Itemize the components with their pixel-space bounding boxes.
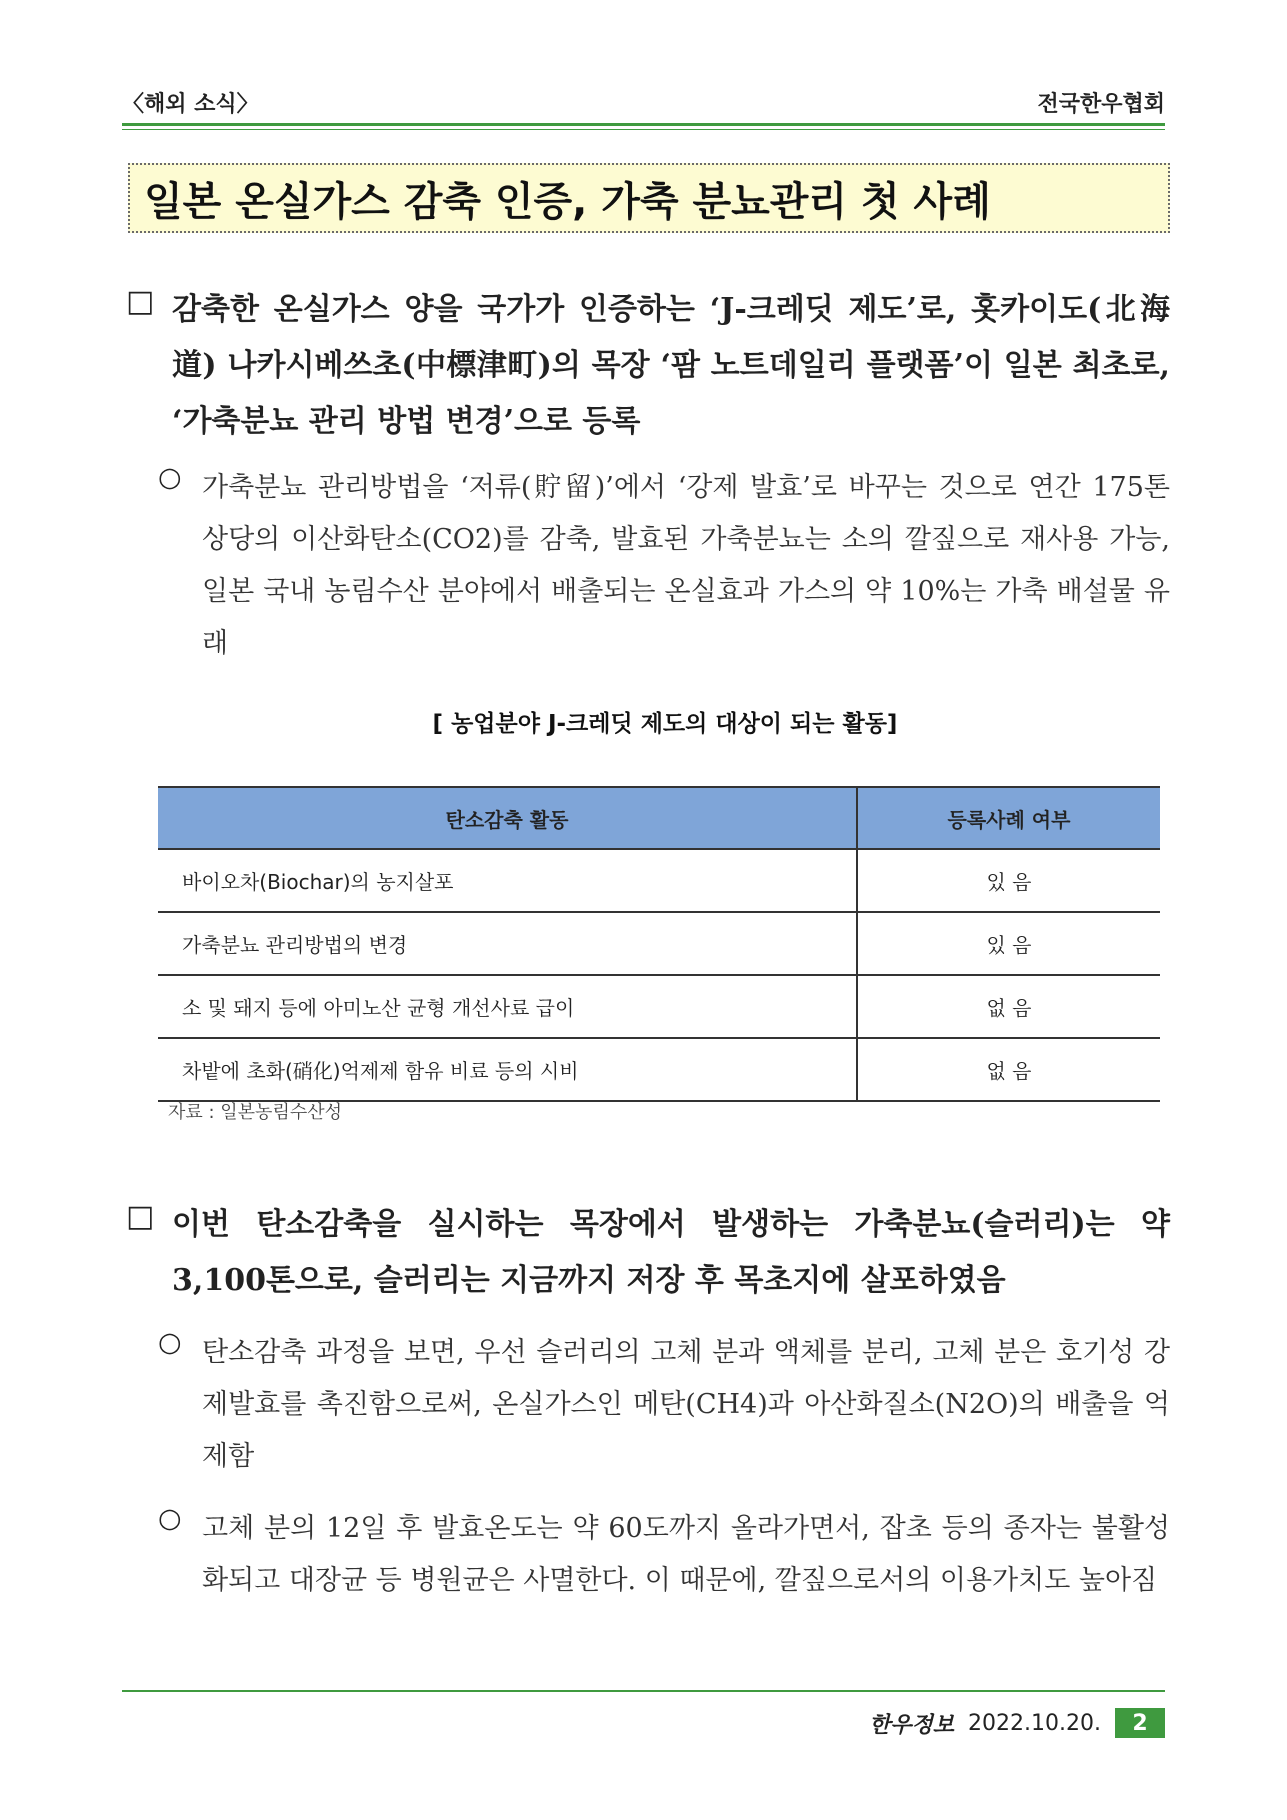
header-section-label: 〈해외 소식〉 (122, 92, 259, 117)
circle-bullet-icon: ○ (158, 462, 182, 493)
section2-sub-text: 고체 분의 12일 후 발효온도는 약 60도까지 올라가면서, 잡초 등의 종자는 불활성화되고 대장균 등 병원균은 사멸한다. 이 때문에, 깔짚으로서의 이용가치도 높아짐 (202, 1513, 1170, 1596)
column-header-registered: 등록사례 여부 (857, 787, 1160, 849)
footer-publication: 한우정보 (869, 1712, 955, 1738)
section2-sub-paragraph (158, 1503, 1170, 1607)
article-title: 일본 온실가스 감축 인증, 가축 분뇨관리 첫 사례 (144, 178, 991, 225)
table-row (158, 849, 1160, 912)
section2-paragraph (126, 1197, 1170, 1309)
footer-rule (122, 1690, 1165, 1692)
section1-sub-paragraph (158, 462, 1170, 670)
circle-bullet-icon: ○ (158, 1327, 182, 1358)
section2-sub-paragraph (158, 1327, 1170, 1483)
table-row (158, 912, 1160, 975)
article-title-box (128, 163, 1170, 233)
table-source: 자료 : 일본농림수산성 (168, 1102, 342, 1123)
page-footer (869, 1708, 1165, 1738)
section1-paragraph (126, 282, 1170, 450)
activity-table (158, 786, 1160, 1102)
table-cell-activity: 소 및 돼지 등에 아미노산 균형 개선사료 급이 (158, 975, 857, 1038)
table-cell-status: 없 음 (857, 1038, 1160, 1101)
table-cell-status: 있 음 (857, 849, 1160, 912)
table-cell-status: 없 음 (857, 975, 1160, 1038)
table-cell-activity: 바이오차(Biochar)의 농지살포 (158, 849, 857, 912)
column-header-activity: 탄소감축 활동 (158, 787, 857, 849)
table-row (158, 975, 1160, 1038)
square-bullet-icon: □ (126, 1199, 155, 1234)
table-header-row (158, 787, 1160, 849)
square-bullet-icon: □ (126, 284, 155, 319)
circle-bullet-icon: ○ (158, 1503, 182, 1534)
footer-date: 2022.10.20. (968, 1710, 1101, 1736)
section1-sub-text: 가축분뇨 관리방법을 ‘저류(貯留)’에서 ‘강제 발효’로 바꾸는 것으로 연간 175톤 상당의 이산화탄소(CO2)를 감축, 발효된 가축분뇨는 소의 깔짚으로 재사용 가능, 일본 국내 농림수산 분야에서 배출되는 온실효과 가스의 약 10%는 가축 배설물 유래 (202, 472, 1170, 659)
page-header (122, 88, 1165, 118)
section2-sub-text: 탄소감축 과정을 보면, 우선 슬러리의 고체 분과 액체를 분리, 고체 분은 호기성 강제발효를 촉진함으로써, 온실가스인 메탄(CH4)과 아산화질소(N2O)의 배출을 억제함 (202, 1337, 1170, 1472)
header-rule (122, 123, 1165, 126)
table-cell-activity: 차밭에 초화(硝化)억제제 함유 비료 등의 시비 (158, 1038, 857, 1101)
table-caption: [ 농업분야 J-크레딧 제도의 대상이 되는 활동] (432, 711, 898, 737)
header-rule-thin (122, 129, 1165, 130)
table-cell-status: 있 음 (857, 912, 1160, 975)
section2-text: 이번 탄소감축을 실시하는 목장에서 발생하는 가축분뇨(슬러리)는 약 3,100톤으로, 슬러리는 지금까지 저장 후 목초지에 살포하였음 (172, 1207, 1170, 1298)
page-number: 2 (1115, 1708, 1165, 1738)
section1-text: 감축한 온실가스 양을 국가가 인증하는 ‘J-크레딧 제도’로, 홋카이도(北海道) 나카시베쓰초(中標津町)의 목장 ‘팜 노트데일리 플랫폼’이 일본 최초로, ‘가축분뇨 관리 방법 변경’으로 등록 (172, 292, 1170, 439)
header-org-name: 전국한우협회 (1037, 92, 1165, 117)
table-row (158, 1038, 1160, 1101)
table-cell-activity: 가축분뇨 관리방법의 변경 (158, 912, 857, 975)
